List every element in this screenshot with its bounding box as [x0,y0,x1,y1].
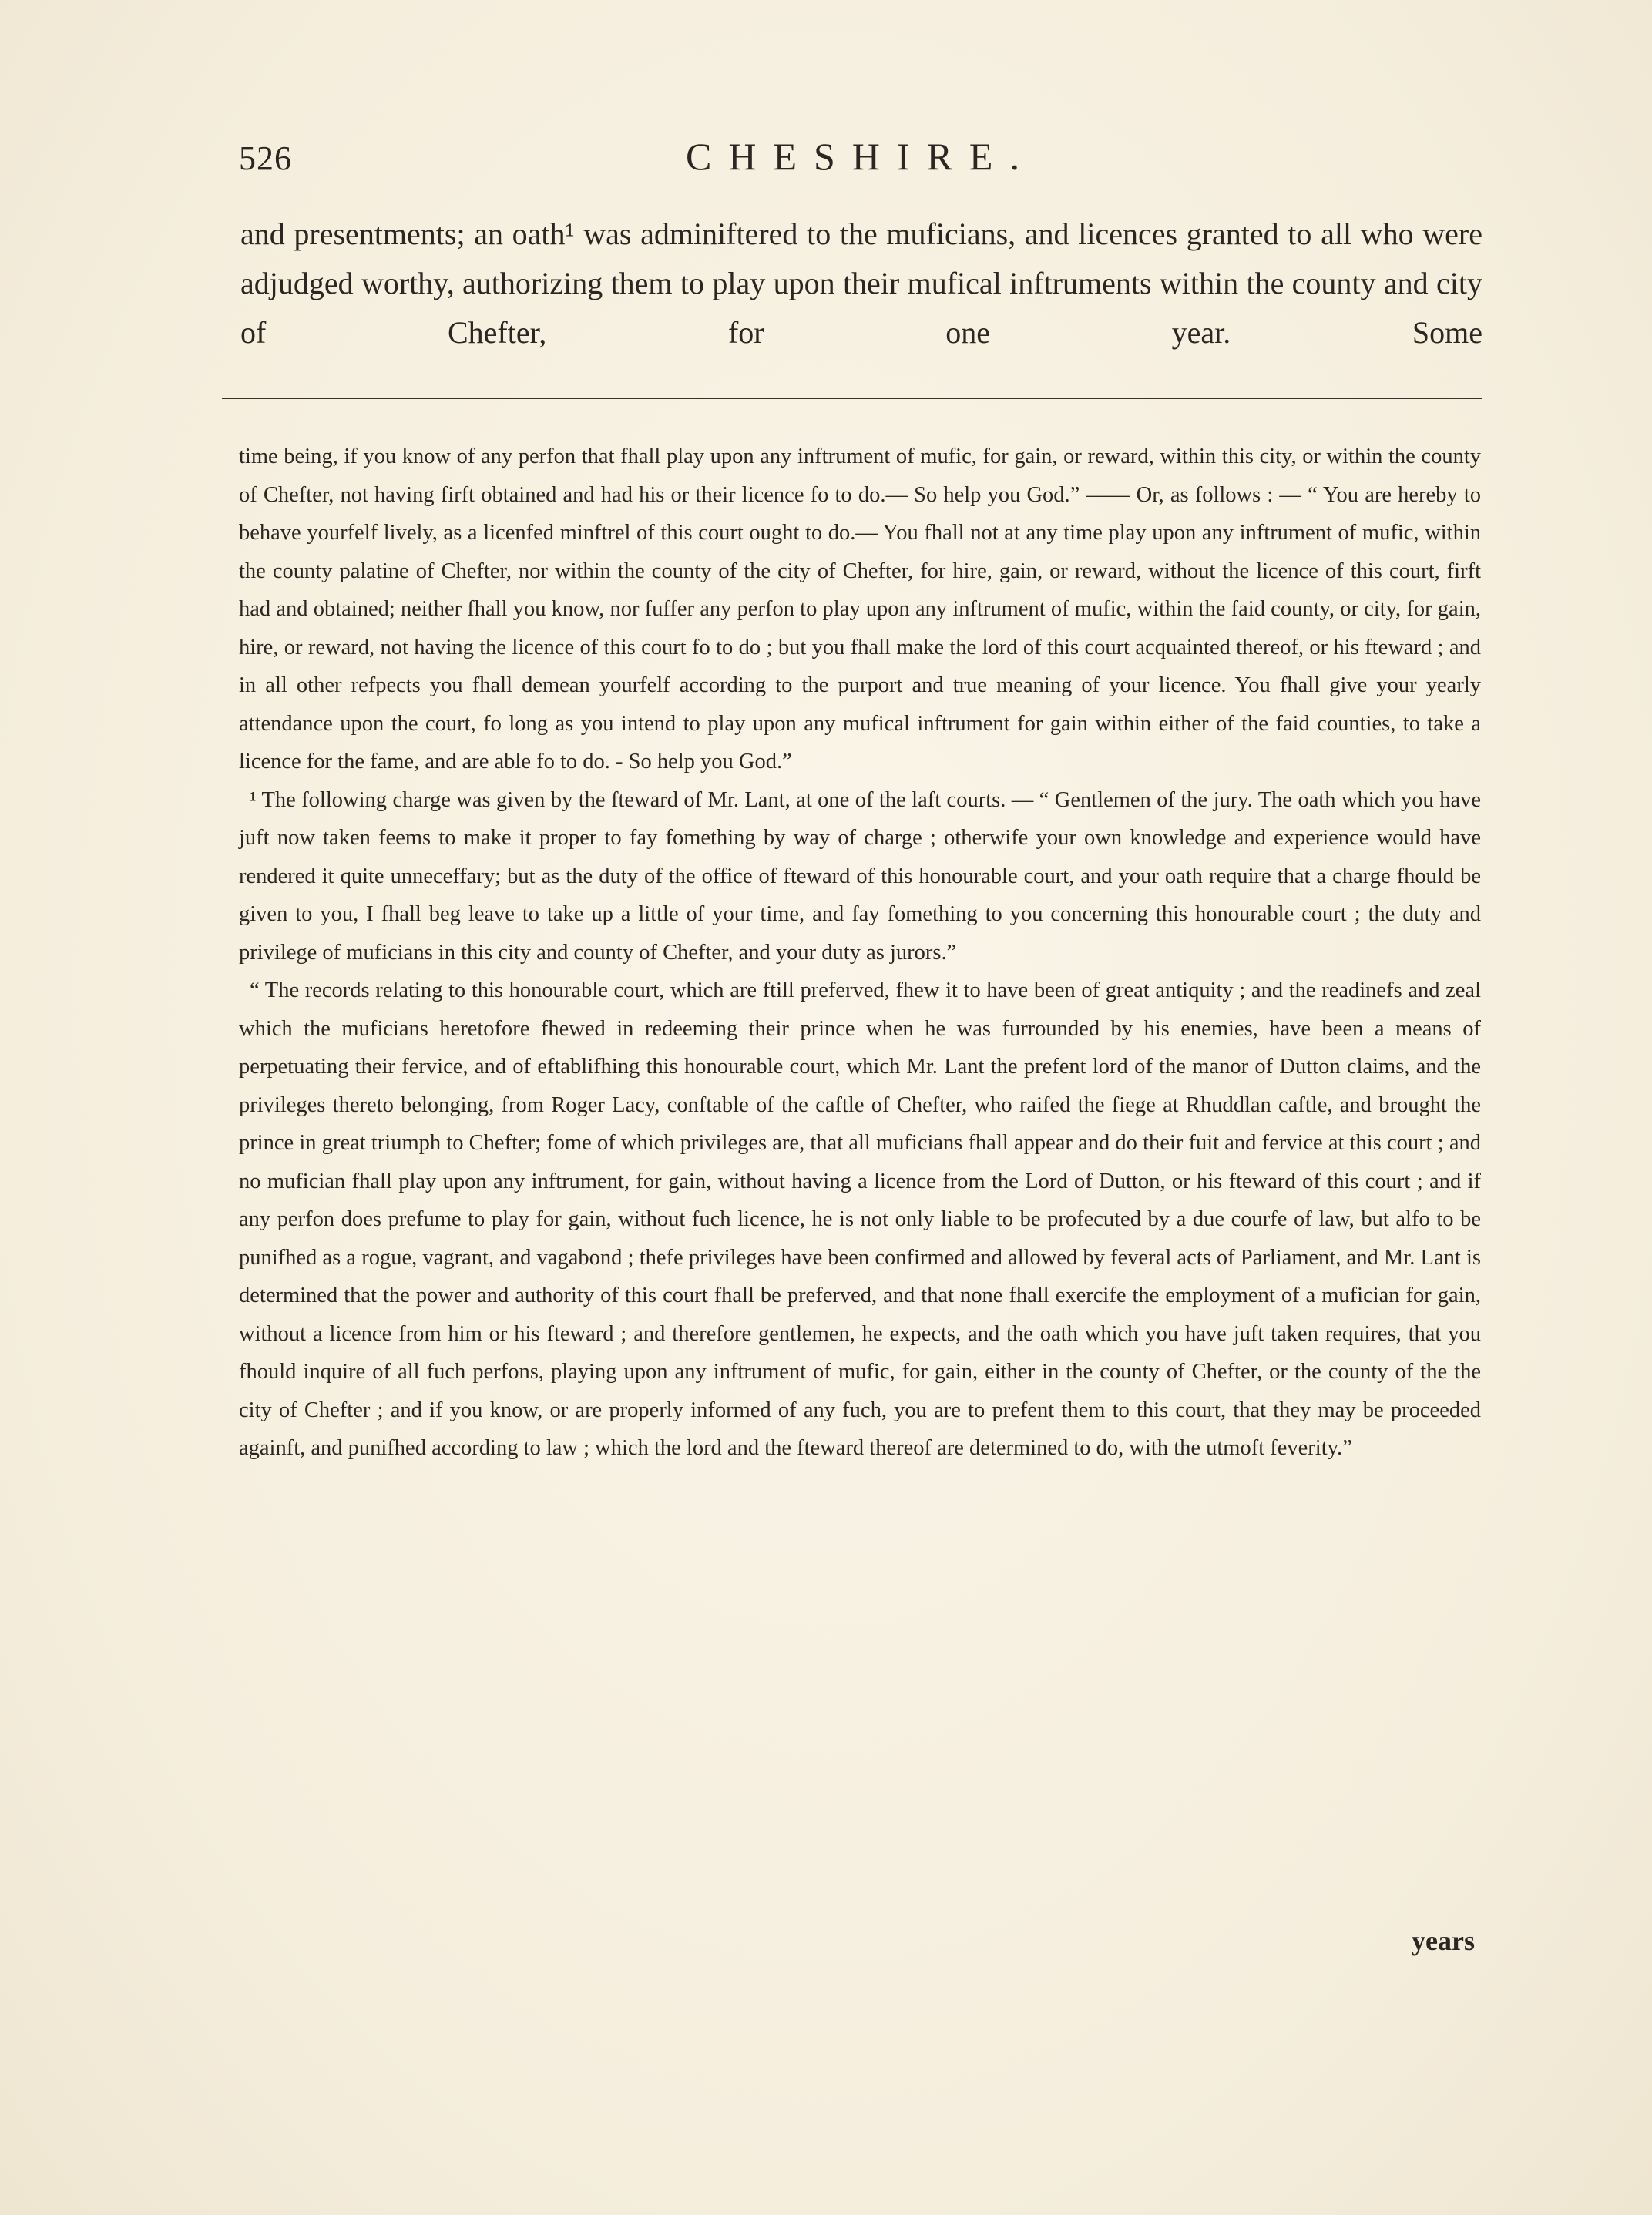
catchword: years [1412,1925,1475,1956]
page-number: 526 [239,139,292,177]
running-head-title: CHESHIRE. [686,135,1036,178]
footnote-divider [222,398,1482,399]
footnote-continuation: time being, if you know of any perfon that fhall play upon any inftrument of mufic, for gain, or reward, within this city, or within the county of Chefter, not having firft obtained and had his or their licence fo to do.— So help you God.” —— Or, as follows : — “ You are hereby to behave yourfelf lively, as a licenfed minftrel of this court ought to do.— You fhall not at any time play upon any inftrument of mufic, within the county palatine of Chefter, nor within the county of the city of Chefter, for hire, gain, or reward, without the licence of this court, firft had and obtained; neither fhall you know, nor fuffer any perfon to play upon any inftrument of mufic, within the faid county, or city, for gain, hire, or reward, not having the licence of this court fo to do ; but you fhall make the lord of this court acquainted thereof, or his fteward ; and in all other refpects you fhall demean yourfelf according to the purport and true meaning of your licence. You fhall give your yearly attendance upon the court, fo long as you intend to play upon any mufical inftrument for gain within either of the faid counties, to take a licence for the fame, and are able fo to do. - So help you God.” [239,445,1481,774]
footnote-a-continued: “ The records relating to this honourable court, which are ftill preferved, fhew it to have been of great antiquity ; and the readinefs and zeal which the muficians heretofore fhewed in redeeming their prince when he was furrounded by his enemies, have been a means of perpetuating their fervice, and of eftablifhing this honourable court, which Mr. Lant the prefent lord of the manor of Dutton claims, and the privileges thereto belonging, from Roger Lacy, conftable of the caftle of Chefter, who raifed the fiege at Rhuddlan caftle, and brought the prince in great triumph to Chefter; fome of which privileges are, that all muficians fhall appear and do their fuit and fervice at this court ; and no mufician fhall play upon any inftrument, for gain, without having a licence from the Lord of Dutton, or his fteward of this court ; and if any perfon does prefume to play for gain, without fuch licence, he is not only liable to be profecuted by a due courfe of law, but alfo to be punifhed as a rogue, vagrant, and vagabond ; thefe privileges have been confirmed and allowed by feveral acts of Parliament, and Mr. Lant is determined that the power and authority of this court fhall be preferved, and that none fhall exercife the employment of a mufician for gain, without a licence from him or his fteward ; and therefore gentlemen, he expects, and the oath which you have juft taken requires, that you fhould inquire of all fuch perfons, playing upon any inftrument of mufic, for gain, either in the county of Chefter, or the county of the the city of Chefter ; and if you know, or are properly informed of any fuch, you are to prefent them to this court, that they may be proceeded againft, and punifhed according to law ; which the lord and the fteward thereof are determined to do, with the utmoft feverity.” [239,978,1481,1460]
footnote-a: ¹ The following charge was given by the fteward of Mr. Lant, at one of the laft courts. — “ Gentlemen of the jury. The oath which you have juft now taken feems to make it proper to fay fomething by way of charge ; otherwife your own knowledge and experience would have rendered it quite unneceffary; but as the duty of the office of fteward of this honourable court, and your oath require that a charge fhould be given to you, I fhall beg leave to take up a little of your time, and fay fomething to you concerning this honourable court ; the duty and privilege of muficians in this city and county of Chefter, and your duty as jurors.” [239,787,1481,965]
page-header [239,135,1487,193]
body-text: and presentments; an oath¹ was adminiftered to the muficians, and licences granted to all who were adjudged worthy, authorizing them to play upon their mufical inftruments within the county and city of Chefter, for one year. Some [240,216,1482,350]
footnotes-block [239,438,1481,1468]
